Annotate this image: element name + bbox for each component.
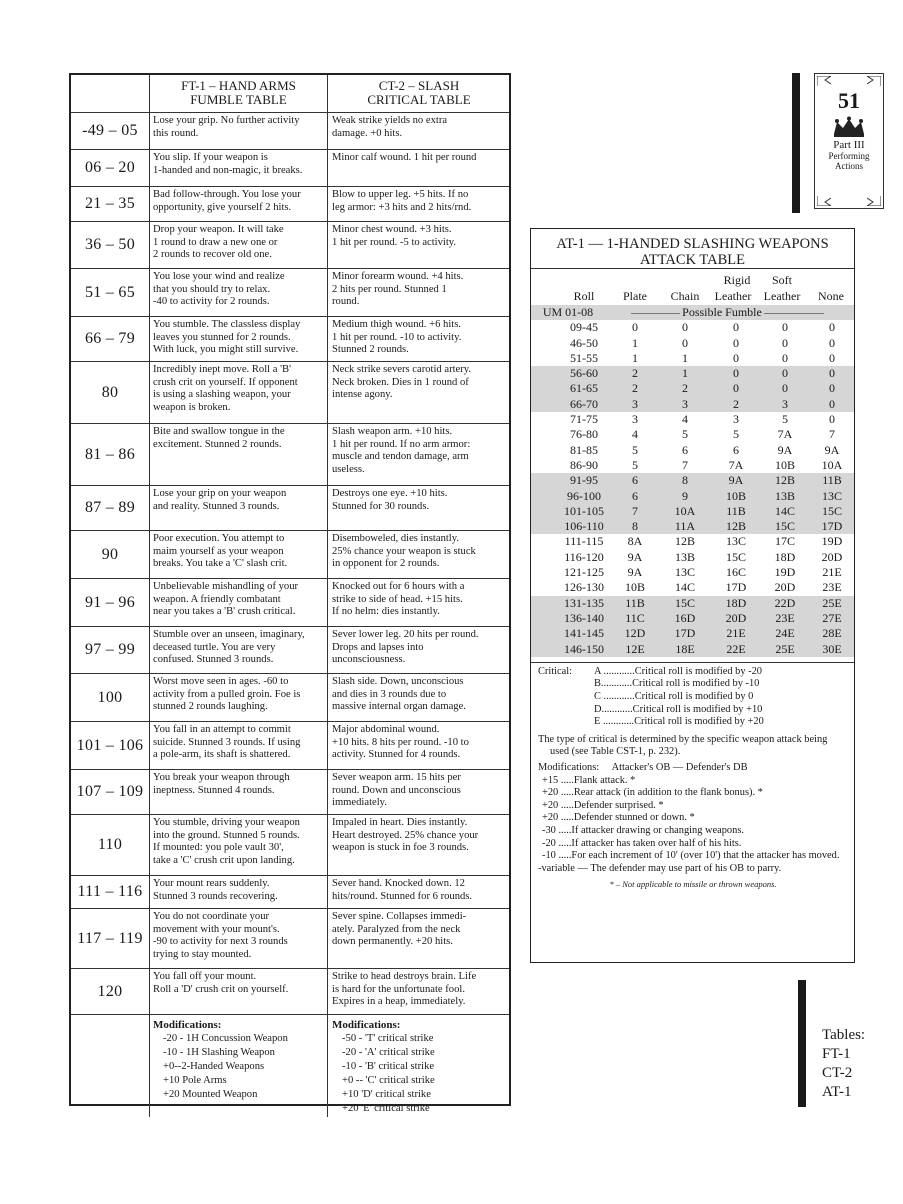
- roll-range: 97 – 99: [71, 627, 150, 673]
- attack-result: 7: [829, 427, 835, 442]
- roll-range: 126-130: [564, 580, 604, 595]
- attack-row: [531, 534, 854, 549]
- attack-result: 10A: [821, 457, 843, 472]
- attack-result: 0: [782, 350, 788, 365]
- fumble-result: Bite and swallow tongue in the excitement. Stunned 2 rounds.: [150, 424, 328, 485]
- attack-result: 14C: [674, 580, 695, 595]
- fumble-result: You do not coordinate your movement with your mount's. -90 to activity for next 3 rounds trying to stay mounted.: [150, 909, 328, 968]
- attack-result: 10B: [624, 580, 645, 595]
- attack-result: 0: [829, 366, 835, 381]
- attack-result: 13C: [725, 534, 746, 549]
- attack-result: 3: [632, 396, 638, 411]
- at1-column-headers: Rigid Soft Roll Plate Chain Leather Leather None: [573, 273, 844, 303]
- attack-result: 18E: [675, 641, 695, 656]
- attack-result: 9A: [777, 442, 793, 457]
- attack-row: [531, 489, 854, 504]
- attack-result: 17D: [674, 626, 696, 641]
- attack-row: [531, 550, 854, 565]
- attack-result: 13B: [674, 549, 695, 564]
- attack-result: 12B: [674, 534, 695, 549]
- attack-result: 25E: [822, 595, 842, 610]
- roll-range: 61-65: [570, 381, 598, 396]
- attack-result: 13C: [674, 565, 695, 580]
- attack-result: 6: [632, 488, 638, 503]
- roll-range: 56-60: [570, 366, 598, 381]
- roll-range: 96-100: [567, 488, 601, 503]
- attack-result: 0: [829, 412, 835, 427]
- attack-result: 14C: [774, 503, 795, 518]
- attack-result: 3: [782, 396, 788, 411]
- modification-line: -10 - 'B' critical strike: [342, 1060, 435, 1072]
- critical-result: Sever weapon arm. 15 hits per round. Down and unconscious immediately.: [332, 772, 461, 809]
- attack-result: 2: [632, 381, 638, 396]
- roll-range: 71-75: [570, 412, 598, 427]
- attack-row: [531, 366, 854, 381]
- roll-range: 110: [71, 815, 150, 875]
- roll-range: 66-70: [570, 396, 598, 411]
- attack-result: 11B: [726, 503, 746, 518]
- fumble-result: You lose your wind and realize that you should try to relax. -40 to activity for 2 rounds.: [150, 269, 328, 316]
- roll-range: 80: [71, 362, 150, 423]
- attack-result: 30E: [822, 641, 842, 656]
- fumble-result: You slip. If your weapon is 1-handed and non-magic, it breaks.: [150, 150, 328, 186]
- critical-result: Slash weapon arm. +10 hits. 1 hit per round. If no arm armor: muscle and tendon damage, arm useless.: [332, 426, 471, 475]
- roll-range: 21 – 35: [71, 187, 150, 221]
- decorative-bar: [792, 73, 800, 213]
- attack-result: 13C: [821, 488, 842, 503]
- roll-range: 141-145: [564, 626, 604, 641]
- attack-result: 0: [682, 320, 688, 335]
- footnote: * – Not applicable to missile or thrown weapons.: [609, 879, 777, 890]
- critical-result: Minor calf wound. 1 hit per round: [332, 152, 477, 163]
- table-row: [71, 815, 509, 876]
- attack-result: 9A: [627, 549, 643, 564]
- attack-result: 0: [829, 350, 835, 365]
- modification-line: +10 Pole Arms: [163, 1074, 227, 1086]
- table-row: [71, 722, 509, 770]
- attack-result: 12B: [725, 519, 746, 534]
- table-row: [71, 674, 509, 722]
- attack-result: 11B: [625, 595, 645, 610]
- table-row: [71, 876, 509, 909]
- attack-result: 5: [682, 427, 688, 442]
- ft-modifications: Modifications: -20 - 1H Concussion Weapon -10 - 1H Slashing Weapon +0--2-Handed Weapons +10 Pole Arms +20 Mounted Weapon: [150, 1015, 328, 1117]
- part-label: Part III: [833, 139, 865, 151]
- attack-result: 22E: [726, 641, 746, 656]
- attack-result: 21E: [822, 565, 842, 580]
- modification-line: -30 .....If attacker drawing or changing weapons.: [542, 824, 744, 836]
- attack-result: 19D: [774, 565, 796, 580]
- attack-result: 20D: [774, 580, 796, 595]
- critical-result: Destroys one eye. +10 hits. Stunned for 30 rounds.: [332, 488, 448, 512]
- attack-result: 16D: [674, 610, 696, 625]
- attack-result: 0: [829, 381, 835, 396]
- attack-row: [531, 565, 854, 580]
- attack-row: [531, 458, 854, 473]
- attack-result: 0: [829, 396, 835, 411]
- attack-result: 7A: [777, 427, 793, 442]
- attack-result: 4: [682, 412, 688, 427]
- attack-result: 15C: [821, 503, 842, 518]
- roll-range: 06 – 20: [71, 150, 150, 186]
- attack-result: 2: [632, 366, 638, 381]
- critical-result: Medium thigh wound. +6 hits. 1 hit per round. -10 to activity. Stunned 2 rounds.: [332, 319, 462, 356]
- table-row: [71, 424, 509, 486]
- modification-line: -20 - 'A' critical strike: [342, 1046, 435, 1058]
- roll-range: 146-150: [564, 641, 604, 656]
- modification-line: +20 Mounted Weapon: [163, 1088, 258, 1100]
- attack-result: 6: [682, 442, 688, 457]
- critical-result: Slash side. Down, unconscious and dies in 3 rounds due to massive internal organ damage.: [332, 676, 466, 713]
- attack-result: 0: [782, 320, 788, 335]
- roll-range: 100: [71, 674, 150, 721]
- table-row: [71, 269, 509, 317]
- attack-result: 0: [829, 320, 835, 335]
- table-row: [71, 770, 509, 815]
- attack-result: 1: [632, 350, 638, 365]
- critical-modifier-line: C ............Critical roll is modified by 0: [594, 691, 754, 703]
- roll-range: 87 – 89: [71, 486, 150, 530]
- fumble-result: You fall in an attempt to commit suicide. Stunned 3 rounds. If using a pole-arm, its shaft is shattered.: [150, 722, 328, 769]
- roll-range: 91 – 96: [71, 579, 150, 626]
- corner-ornament-icon: [867, 196, 881, 206]
- roll-range: 111 – 116: [71, 876, 150, 908]
- roll-range: 101 – 106: [71, 722, 150, 769]
- fumble-result: You stumble. The classless display leaves you stunned for 2 rounds. With luck, you might still survive.: [150, 317, 328, 361]
- modifications-row: [71, 1015, 509, 1117]
- corner-ornament-icon: [867, 76, 881, 86]
- ct2-header: CT-2 – SLASH CRITICAL TABLE: [367, 78, 471, 107]
- roll-range: 36 – 50: [71, 222, 150, 268]
- table-row: [71, 627, 509, 674]
- attack-result: 0: [682, 335, 688, 350]
- critical-result: Minor chest wound. +3 hits. 1 hit per round. -5 to activity.: [332, 224, 457, 248]
- roll-range: 120: [71, 969, 150, 1014]
- modification-line: +0 -- 'C' critical strike: [342, 1074, 435, 1086]
- fumble-result: Poor execution. You attempt to maim yourself as your weapon breaks. You take a 'C' slash crit.: [150, 531, 328, 578]
- attack-row: [531, 351, 854, 366]
- attack-row: [531, 504, 854, 519]
- roll-range: 101-105: [564, 503, 604, 518]
- fumble-result: Stumble over an unseen, imaginary, deceased turtle. You are very confused. Stunned 3 rounds.: [150, 627, 328, 673]
- attack-result: 12B: [774, 473, 795, 488]
- table-row: [71, 113, 509, 150]
- modification-line: +15 .....Flank attack. *: [542, 774, 636, 786]
- table-row: [71, 222, 509, 269]
- critical-result: Blow to upper leg. +5 hits. If no leg armor: +3 hits and 2 hits/rnd.: [332, 189, 472, 213]
- attack-row: [531, 443, 854, 458]
- attack-result: 0: [733, 366, 739, 381]
- attack-result: 19D: [821, 534, 843, 549]
- attack-result: 3: [733, 412, 739, 427]
- attack-row: [531, 580, 854, 595]
- modification-line: +20 .....Defender stunned or down. *: [542, 812, 695, 824]
- critical-result: Major abdominal wound. +10 hits. 8 hits per round. -10 to activity. Stunned for 4 rounds.: [332, 724, 469, 761]
- attack-result: 0: [632, 320, 638, 335]
- modification-line: -50 - 'T' critical strike: [342, 1032, 434, 1044]
- modification-line: +0--2-Handed Weapons: [163, 1060, 265, 1072]
- modification-line: -20 - 1H Concussion Weapon: [163, 1032, 288, 1044]
- attack-result: 9: [682, 488, 688, 503]
- attack-result: 15C: [725, 549, 746, 564]
- attack-result: 3: [682, 396, 688, 411]
- attack-result: 24E: [775, 626, 795, 641]
- roll-range: 46-50: [570, 335, 598, 350]
- at1-notes: Critical: A ............Critical roll is modified by -20 B............Critical roll is modified by -10 C ............Critical roll is modified by 0 D............Critical roll is modified by +10 E ............Critical roll is modified by +20 The type of critical is determined by the specific weapon attack being used (see Table CST-1, p. 232). Modifications: Attacker's OB — Defender's DB +15 .....Flank attack. * +20 .....Rear attack (in addition to the flank bonus). * +20 .....Defender surprised. * +20 .....Defender stunned or down. * -30 .....If attacker drawing or changing weapons. -20 .....If attacker has taken over half of his hits. -10 .....For each increment of 10' (over 10') that the attacker has moved. -variable — The defender may use part of his OB to parry. * – Not applicable to missile or thrown weapons.: [531, 662, 854, 891]
- table-row: [71, 362, 509, 424]
- attack-result: 2: [682, 381, 688, 396]
- attack-result: 20D: [821, 549, 843, 564]
- table-header-row: [71, 75, 509, 113]
- critical-result: Impaled in heart. Dies instantly. Heart destroyed. 25% chance your weapon is stuck in foe 3 rounds.: [332, 817, 479, 854]
- table-row: [71, 187, 509, 222]
- attack-row: [531, 412, 854, 427]
- critical-result: Sever spine. Collapses immedi- ately. Paralyzed from the neck down permanently. +20 hits.: [332, 911, 467, 948]
- attack-result: 22D: [774, 595, 796, 610]
- attack-result: 1: [632, 335, 638, 350]
- critical-result: Minor forearm wound. +4 hits. 2 hits per round. Stunned 1 round.: [332, 271, 464, 308]
- table-row: [71, 150, 509, 187]
- attack-result: 12E: [625, 641, 645, 656]
- modification-line: +10 'D' critical strike: [342, 1088, 431, 1100]
- roll-range: 106-110: [564, 519, 604, 534]
- attack-result: 0: [733, 335, 739, 350]
- attack-result: 0: [782, 335, 788, 350]
- roll-range: 107 – 109: [71, 770, 150, 814]
- at1-rows: [531, 320, 854, 657]
- ft1-ct2-table: [69, 73, 511, 1114]
- attack-row: [531, 320, 854, 335]
- attack-result: 0: [733, 381, 739, 396]
- critical-result: Weak strike yields no extra damage. +0 hits.: [332, 115, 448, 139]
- roll-range: 90: [71, 531, 150, 578]
- critical-modifier-line: A ............Critical roll is modified by -20: [594, 665, 762, 677]
- attack-row: [531, 473, 854, 488]
- attack-result: 21E: [726, 626, 746, 641]
- modification-line: +20 'E' critical strike: [342, 1102, 430, 1114]
- attack-row: [531, 381, 854, 396]
- roll-range: 81 – 86: [71, 424, 150, 485]
- attack-result: 3: [632, 412, 638, 427]
- critical-result: Sever hand. Knocked down. 12 hits/round. Stunned for 6 rounds.: [332, 878, 473, 902]
- attack-result: 5: [782, 412, 788, 427]
- attack-result: 6: [632, 473, 638, 488]
- roll-range: 136-140: [564, 610, 604, 625]
- modifications-header: Modifications: Attacker's OB — Defender's DB: [538, 761, 748, 773]
- roll-range: 76-80: [570, 427, 598, 442]
- roll-range: -49 – 05: [71, 113, 150, 149]
- critical-modifier-line: E ............Critical roll is modified by +20: [594, 716, 764, 728]
- attack-result: 10A: [674, 503, 696, 518]
- attack-result: 1: [682, 350, 688, 365]
- fumble-result: Lose your grip on your weapon and reality. Stunned 3 rounds.: [150, 486, 328, 530]
- modification-line: -10 - 1H Slashing Weapon: [163, 1046, 275, 1058]
- attack-result: 2: [733, 396, 739, 411]
- page-number: 51: [838, 88, 860, 113]
- attack-result: 9A: [627, 565, 643, 580]
- at1-attack-table: [530, 228, 855, 963]
- attack-result: 8: [632, 519, 638, 534]
- attack-result: 17D: [725, 580, 747, 595]
- attack-result: 13B: [774, 488, 795, 503]
- roll-range: 66 – 79: [71, 317, 150, 361]
- attack-result: 7A: [728, 457, 744, 472]
- attack-result: 6: [733, 442, 739, 457]
- attack-result: 20D: [725, 610, 747, 625]
- corner-ornament-icon: [817, 76, 831, 86]
- attack-result: 9A: [824, 442, 840, 457]
- attack-result: 4: [632, 427, 638, 442]
- attack-result: 8: [682, 473, 688, 488]
- modification-line: +20 .....Defender surprised. *: [542, 799, 664, 811]
- attack-row: [531, 596, 854, 611]
- attack-result: 7: [632, 503, 638, 518]
- critical-result: Neck strike severs carotid artery. Neck broken. Dies in 1 round of intense agony.: [332, 364, 472, 401]
- attack-row: [531, 397, 854, 412]
- attack-result: 27E: [822, 610, 842, 625]
- corner-ornament-icon: [817, 196, 831, 206]
- critical-type-note: The type of critical is determined by the specific weapon attack being used (see Table CST-1, p. 232).: [538, 733, 828, 758]
- attack-result: 17D: [821, 519, 843, 534]
- attack-result: 9A: [728, 473, 744, 488]
- attack-row: [531, 427, 854, 442]
- attack-result: 0: [733, 320, 739, 335]
- roll-range: 86-90: [570, 457, 598, 472]
- attack-result: 23E: [775, 610, 795, 625]
- attack-result: 28E: [822, 626, 842, 641]
- attack-result: 18D: [774, 549, 796, 564]
- attack-result: 0: [782, 381, 788, 396]
- attack-result: 7: [682, 457, 688, 472]
- attack-result: 11A: [674, 519, 696, 534]
- attack-result: 5: [632, 457, 638, 472]
- fumble-row: UM 01-08 Possible Fumble: [531, 305, 854, 320]
- roll-header-cell: [71, 75, 150, 112]
- critical-result: Sever lower leg. 20 hits per round. Drops and lapses into unconsciousness.: [332, 629, 479, 666]
- table-row: [71, 486, 509, 531]
- table-row: [71, 531, 509, 579]
- attack-result: 25E: [775, 641, 795, 656]
- attack-result: 11B: [822, 473, 842, 488]
- attack-result: 5: [733, 427, 739, 442]
- roll-range: 51-55: [570, 350, 598, 365]
- attack-result: 16C: [725, 565, 746, 580]
- roll-range: 117 – 119: [71, 909, 150, 968]
- tables-tag: Tables: FT-1 CT-2 AT-1: [822, 1027, 866, 1100]
- critical-modifier-line: D............Critical roll is modified by +10: [594, 703, 763, 715]
- roll-range: 116-120: [564, 549, 604, 564]
- attack-row: [531, 642, 854, 657]
- fumble-result: Your mount rears suddenly. Stunned 3 rounds recovering.: [150, 876, 328, 908]
- roll-range: 121-125: [564, 565, 604, 580]
- attack-result: 10B: [774, 457, 795, 472]
- roll-range: 111-115: [564, 534, 604, 549]
- attack-row: [531, 611, 854, 626]
- attack-result: 10B: [725, 488, 746, 503]
- modification-line: +20 .....Rear attack (in addition to the flank bonus). *: [542, 787, 763, 799]
- critical-result: Strike to head destroys brain. Life is hard for the unfortunate fool. Expires in a heap, immediately.: [332, 971, 477, 1008]
- attack-result: 15C: [674, 595, 695, 610]
- attack-result: 1: [682, 366, 688, 381]
- attack-result: 23E: [822, 580, 842, 595]
- roll-range: 131-135: [564, 595, 604, 610]
- fumble-result: You break your weapon through ineptness. Stunned 4 rounds.: [150, 770, 328, 814]
- at1-title: AT-1 — 1-HANDED SLASHING WEAPONS ATTACK TABLE: [531, 229, 854, 269]
- attack-result: 17C: [774, 534, 795, 549]
- roll-range: 81-85: [570, 442, 598, 457]
- fumble-result: Incredibly inept move. Roll a 'B' crush crit on yourself. If opponent is using a slashing weapon, your weapon is broken.: [150, 362, 328, 423]
- ct-modifications: Modifications: -50 - 'T' critical strike -20 - 'A' critical strike -10 - 'B' critical strike +0 -- 'C' critical strike +10 'D' critical strike +20 'E' critical strike: [328, 1015, 509, 1117]
- attack-result: 11C: [625, 610, 645, 625]
- roll-range: 91-95: [570, 473, 598, 488]
- attack-result: 0: [829, 335, 835, 350]
- fumble-result: Lose your grip. No further activity this round.: [150, 113, 328, 149]
- modification-line: -20 .....If attacker has taken over half of his hits.: [542, 837, 742, 849]
- table-row: [71, 969, 509, 1015]
- critical-result: Knocked out for 6 hours with a strike to side of head. +15 hits. If no helm: dies instantly.: [332, 581, 465, 618]
- table-row: [71, 909, 509, 969]
- attack-result: 0: [733, 350, 739, 365]
- roll-range: 09-45: [570, 320, 598, 335]
- fumble-result: You stumble, driving your weapon into the ground. Stunned 5 rounds. If mounted: you pole vault 30', take a 'C' crush crit upon landing.: [150, 815, 328, 875]
- decorative-bar: [798, 980, 806, 1107]
- attack-result: 12D: [624, 626, 646, 641]
- roll-range: 51 – 65: [71, 269, 150, 316]
- critical-modifier-line: B............Critical roll is modified by -10: [594, 678, 760, 690]
- fumble-result: Unbelievable mishandling of your weapon. A friendly combatant near you takes a 'B' crush critical.: [150, 579, 328, 626]
- fumble-result: You fall off your mount. Roll a 'D' crush crit on yourself.: [150, 969, 328, 1014]
- crown-emblem-icon: [831, 116, 867, 138]
- attack-result: 8A: [627, 534, 643, 549]
- critical-result: Disemboweled, dies instantly. 25% chance your weapon is stuck in opponent for 2 rounds.: [332, 533, 476, 570]
- table-row: [71, 317, 509, 362]
- attack-result: 5: [632, 442, 638, 457]
- fumble-result: Bad follow-through. You lose your opportunity, give yourself 2 hits.: [150, 187, 328, 221]
- page-badge: 51 Part III Performing Actions: [814, 73, 884, 209]
- attack-row: [531, 336, 854, 351]
- fumble-result: Worst move seen in ages. -60 to activity from a pulled groin. Foe is stunned 2 rounds laughing.: [150, 674, 328, 721]
- table-row: [71, 579, 509, 627]
- fumble-result: Drop your weapon. It will take 1 round to draw a new one or 2 rounds to recover old one.: [150, 222, 328, 268]
- attack-result: 0: [782, 366, 788, 381]
- attack-row: [531, 626, 854, 641]
- ft1-header: FT-1 – HAND ARMS FUMBLE TABLE: [150, 75, 328, 112]
- attack-row: [531, 519, 854, 534]
- attack-result: 18D: [725, 595, 747, 610]
- attack-result: 15C: [774, 519, 795, 534]
